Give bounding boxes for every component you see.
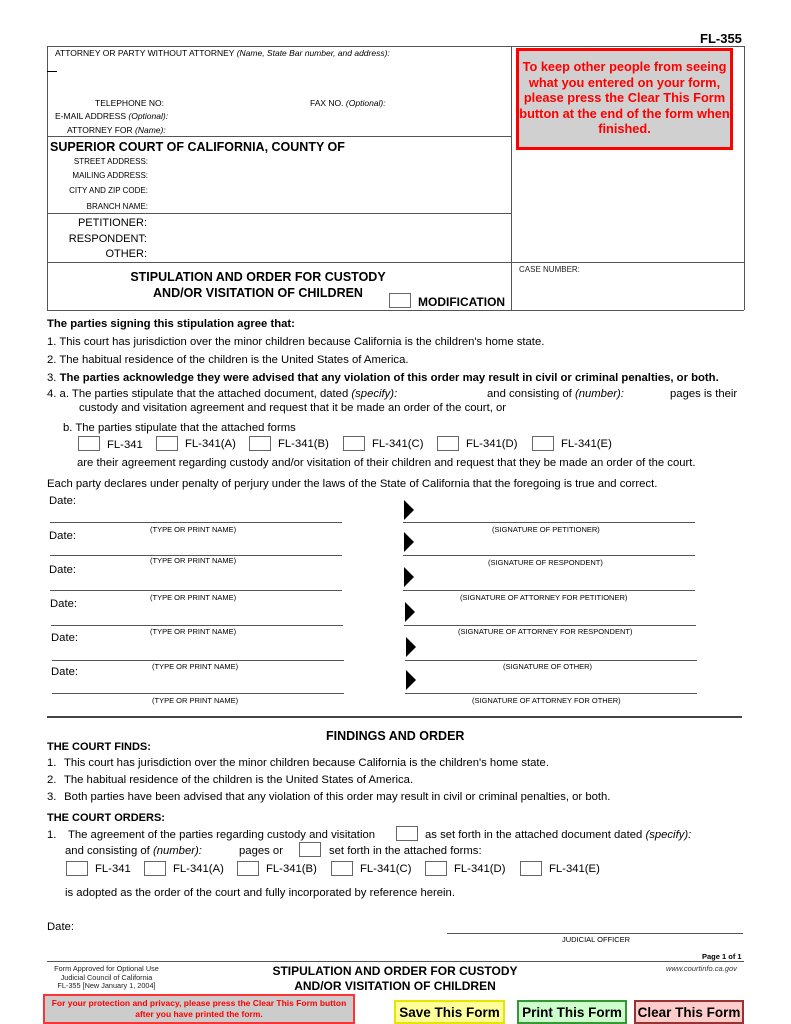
finding-1 [47,757,549,769]
item-4a-specify: (specify): [351,388,398,400]
item-4b-prefix: b. [63,422,73,434]
email-label-hint: (Optional): [128,111,169,121]
case-number-label: CASE NUMBER: [519,265,580,274]
order-form-label-fl341c: FL-341(C) [360,863,412,875]
footer-divider [47,961,744,962]
attorney-for-label-text: ATTORNEY FOR [67,125,133,135]
order-1-text2: as set forth in the attached document dated [425,829,643,841]
name-caption: (TYPE OR PRINT NAME) [150,525,237,534]
stip-form-checkbox-fl341a[interactable] [156,436,178,451]
finding-3 [47,791,610,803]
respondent-label: RESPONDENT: [68,233,147,245]
signature-line [403,590,695,591]
order-form-label-fl341b: FL-341(B) [266,863,317,875]
page-number: Page 1 of 1 [702,952,742,961]
court-title: SUPERIOR COURT OF CALIFORNIA, COUNTY OF [50,140,345,154]
finding-2-number: 2. [47,774,57,786]
order-1-document [425,829,691,841]
order-document-checkbox[interactable] [396,826,418,841]
order-forms-checkbox[interactable] [299,842,321,857]
fax-input[interactable] [385,96,505,109]
finding-2-text: The habitual residence of the children is the United States of America. [63,774,414,786]
sig-date-label: Date: [51,666,79,678]
privacy-notice-bottom: For your protection and privacy, please press the Clear This Form button after you have printed the form. [43,994,355,1024]
signature-arrow-icon [405,602,415,622]
order-form-checkbox-fl341b[interactable] [237,861,259,876]
name-caption: (TYPE OR PRINT NAME) [152,696,239,705]
court-orders-heading: THE COURT ORDERS: [47,812,165,824]
header-mid-border [511,46,512,310]
item-4a-pages-label: pages is their [670,388,738,400]
order-1-number: 1. [47,829,57,841]
fax-label-text: FAX NO. [310,98,344,108]
footer-title [240,964,550,994]
findings-divider [47,716,742,718]
item-4a-date-input[interactable] [390,387,482,401]
sig-name-input[interactable] [51,610,341,624]
sig-date-label: Date: [49,564,77,576]
order-form-label-fl341e: FL-341(E) [549,863,600,875]
attorney-input[interactable] [52,60,507,90]
sig-date-input[interactable] [84,631,184,645]
website-link[interactable]: www.courtinfo.ca.gov [666,964,737,973]
stip-form-checkbox-fl341b[interactable] [249,436,271,451]
order-form-checkbox-fl341[interactable] [66,861,88,876]
order-form-checkbox-fl341c[interactable] [331,861,353,876]
divider-parties [47,262,744,263]
sig-date-label: Date: [49,495,77,507]
finding-3-number: 3. [47,791,57,803]
respondent-input[interactable] [152,232,502,246]
print-form-button[interactable]: Print This Form [517,1000,627,1024]
name-line [51,625,343,626]
header-bottom-border [47,310,744,311]
name-line [50,590,342,591]
telephone-input[interactable] [162,96,302,109]
branch-name-input[interactable] [152,200,502,213]
item-4a-text1: The parties stipulate that the attached document, dated [71,388,349,400]
item-4a-text2: and consisting of [487,388,572,400]
sig-caption-petitioner: (SIGNATURE OF PETITIONER) [492,525,600,534]
fax-label-hint: (Optional): [345,98,386,108]
header-right-border [744,46,745,310]
footer-title-line2: AND/OR VISITATION OF CHILDREN [294,979,496,993]
name-line [50,522,342,523]
telephone-label: TELEPHONE NO: [95,98,164,108]
stip-form-label-fl341c: FL-341(C) [372,438,424,450]
signature-arrow-icon [404,500,414,520]
name-caption: (TYPE OR PRINT NAME) [150,556,237,565]
order-1-consisting: and consisting of [65,845,150,857]
sig-date-label: Date: [49,530,77,542]
modification-label: MODIFICATION [418,295,506,309]
sig-date-input[interactable] [82,597,182,611]
order-1-number-hint: (number): [152,845,202,857]
order-adopted-text: is adopted as the order of the court and fully incorporated by reference herein. [65,887,455,899]
judicial-officer-line [447,933,743,934]
stipulation-intro: The parties signing this stipulation agree that: [47,318,295,330]
item-4b-text: The parties stipulate that the attached forms [75,422,296,434]
signature-line [404,625,696,626]
attorney-for-label [67,125,166,135]
sig-caption-other: (SIGNATURE OF OTHER) [503,662,593,671]
sig-name-input[interactable] [50,508,340,522]
other-label: OTHER: [105,248,147,260]
judicial-officer-caption: JUDICIAL OFFICER [562,935,631,944]
approved-line3: FL-355 [New January 1, 2004] [57,981,156,990]
stipulation-item-1: 1. This court has jurisdiction over the minor children because California is the children's home state. [47,336,545,348]
finding-2 [47,774,413,786]
case-number-input[interactable] [515,276,740,306]
perjury-declaration: Each party declares under penalty of perjury under the laws of the State of California that the foregoing is true and correct. [47,478,658,490]
divider-court [47,213,511,214]
signature-line [403,555,695,556]
name-caption: (TYPE OR PRINT NAME) [152,662,239,671]
stipulation-item-2: 2. The habitual residence of the children is the United States of America. [47,354,409,366]
name-caption: (TYPE OR PRINT NAME) [150,627,237,636]
stip-form-label-fl341b: FL-341(B) [278,438,329,450]
county-input[interactable] [330,139,505,154]
sig-date-input[interactable] [84,665,184,679]
signature-line [405,660,697,661]
finding-1-text: This court has jurisdiction over the minor children because California is the children's home state. [63,757,549,769]
sig-name-input[interactable] [52,644,342,658]
order-form-checkbox-fl341e[interactable] [520,861,542,876]
city-zip-label: CITY AND ZIP CODE: [69,186,148,195]
email-input[interactable] [162,109,502,122]
stipulation-item-3 [47,372,719,384]
footer-title-line1: STIPULATION AND ORDER FOR CUSTODY [272,964,518,978]
name-line [52,693,344,694]
stip-form-label-fl341e: FL-341(E) [561,438,612,450]
sig-name-input[interactable] [52,678,342,692]
email-label [55,111,168,121]
signature-line [405,693,697,694]
city-zip-input[interactable] [152,184,502,197]
mailing-address-label: MAILING ADDRESS: [72,171,148,180]
sig-caption-attorney-petitioner: (SIGNATURE OF ATTORNEY FOR PETITIONER) [460,593,628,602]
stip-form-checkbox-fl341d[interactable] [437,436,459,451]
stip-form-label-fl341: FL-341 [107,439,143,451]
divider-attorney [47,136,511,137]
item-3-text: The parties acknowledge they were advised that any violation of this order may result in civil or criminal penalties, or both. [59,372,719,384]
attorney-for-input[interactable] [162,123,502,136]
save-form-button[interactable]: Save This Form [394,1000,505,1024]
petitioner-input[interactable] [152,216,502,230]
order-1-line2 [65,845,202,857]
form-title-line2: AND/OR VISITATION OF CHILDREN [153,286,363,300]
stip-form-checkbox-fl341[interactable] [78,436,100,451]
privacy-notice-top: To keep other people from seeing what you entered on your form, please press the Clear This Form button at the end of the form when finished. [516,48,733,150]
order-1-line1 [47,829,375,841]
court-finds-heading: THE COURT FINDS: [47,741,151,753]
form-number: FL-355 [700,31,742,46]
name-line [52,660,344,661]
modification-checkbox[interactable] [389,293,411,308]
item-4a-prefix: 4. a. [47,388,69,400]
findings-title: FINDINGS AND ORDER [326,729,465,743]
finding-1-number: 1. [47,757,57,769]
item-3-number: 3. [47,372,57,384]
order-1-specify: (specify): [645,829,692,841]
stipulation-item-4b [63,422,296,434]
other-input[interactable] [152,247,502,261]
finding-3-text: Both parties have been advised that any violation of this order may result in civil or criminal penalties, or both. [64,791,611,803]
sig-caption-attorney-other: (SIGNATURE OF ATTORNEY FOR OTHER) [472,696,621,705]
sig-caption-attorney-respondent: (SIGNATURE OF ATTORNEY FOR RESPONDENT) [458,627,633,636]
signature-arrow-icon [404,532,414,552]
signature-arrow-icon [406,670,416,690]
street-address-label: STREET ADDRESS: [73,157,148,166]
sig-name-input[interactable] [50,540,340,554]
sig-date-label: Date: [50,598,78,610]
attorney-label-hint: (Name, State Bar number, and address): [236,48,390,58]
clear-form-button[interactable]: Clear This Form [634,1000,744,1024]
sig-date-label: Date: [51,632,79,644]
signature-arrow-icon [406,637,416,657]
approved-line2: Judicial Council of California [60,972,153,982]
street-address-input[interactable] [152,155,502,168]
attorney-label-text: ATTORNEY OR PARTY WITHOUT ATTORNEY [55,48,235,58]
sig-name-input[interactable] [50,576,340,590]
email-label-text: E-MAIL ADDRESS [55,111,127,121]
branch-name-label: BRANCH NAME: [86,202,148,211]
sig-date-input[interactable] [82,563,182,577]
item-4a-number-hint: (number): [574,388,624,400]
item-4a-consisting [487,388,624,400]
attorney-for-label-hint: (Name): [135,125,166,135]
attorney-label [55,48,390,58]
item-4b-after: are their agreement regarding custody and/or visitation of their children and request that they be made an order of the court. [77,457,696,469]
item-4a-pages-input[interactable] [625,387,665,401]
order-form-label-fl341d: FL-341(D) [454,863,506,875]
signature-line [403,522,695,523]
mailing-address-input[interactable] [152,169,502,182]
stip-form-checkbox-fl341e[interactable] [532,436,554,451]
order-1-forms-text: set forth in the attached forms: [329,845,482,857]
order-form-checkbox-fl341d[interactable] [425,861,447,876]
sig-caption-respondent: (SIGNATURE OF RESPONDENT) [488,558,603,567]
order-form-checkbox-fl341a[interactable] [144,861,166,876]
header-top-border [47,46,744,47]
order-form-label-fl341a: FL-341(A) [173,863,224,875]
stip-form-label-fl341a: FL-341(A) [185,438,236,450]
sig-date-input[interactable] [82,494,182,508]
name-caption: (TYPE OR PRINT NAME) [150,593,237,602]
order-date-label: Date: [47,921,75,933]
order-date-input[interactable] [80,919,230,933]
signature-arrow-icon [404,567,414,587]
order-1-pages-or: pages or [239,845,283,857]
stip-form-label-fl341d: FL-341(D) [466,438,518,450]
fax-label [310,98,386,108]
form-title-line1: STIPULATION AND ORDER FOR CUSTODY [130,270,386,284]
petitioner-label: PETITIONER: [77,217,147,229]
item-4a-line2: custody and visitation agreement and request that it be made an order of the court, or [79,402,507,414]
form-approval-info [49,965,164,991]
stip-form-checkbox-fl341c[interactable] [343,436,365,451]
approved-line1: Form Approved for Optional Use [54,964,159,973]
order-form-label-fl341: FL-341 [95,863,131,875]
order-pages-input[interactable] [210,843,235,857]
order-1-text1: The agreement of the parties regarding custody and visitation [67,829,376,841]
